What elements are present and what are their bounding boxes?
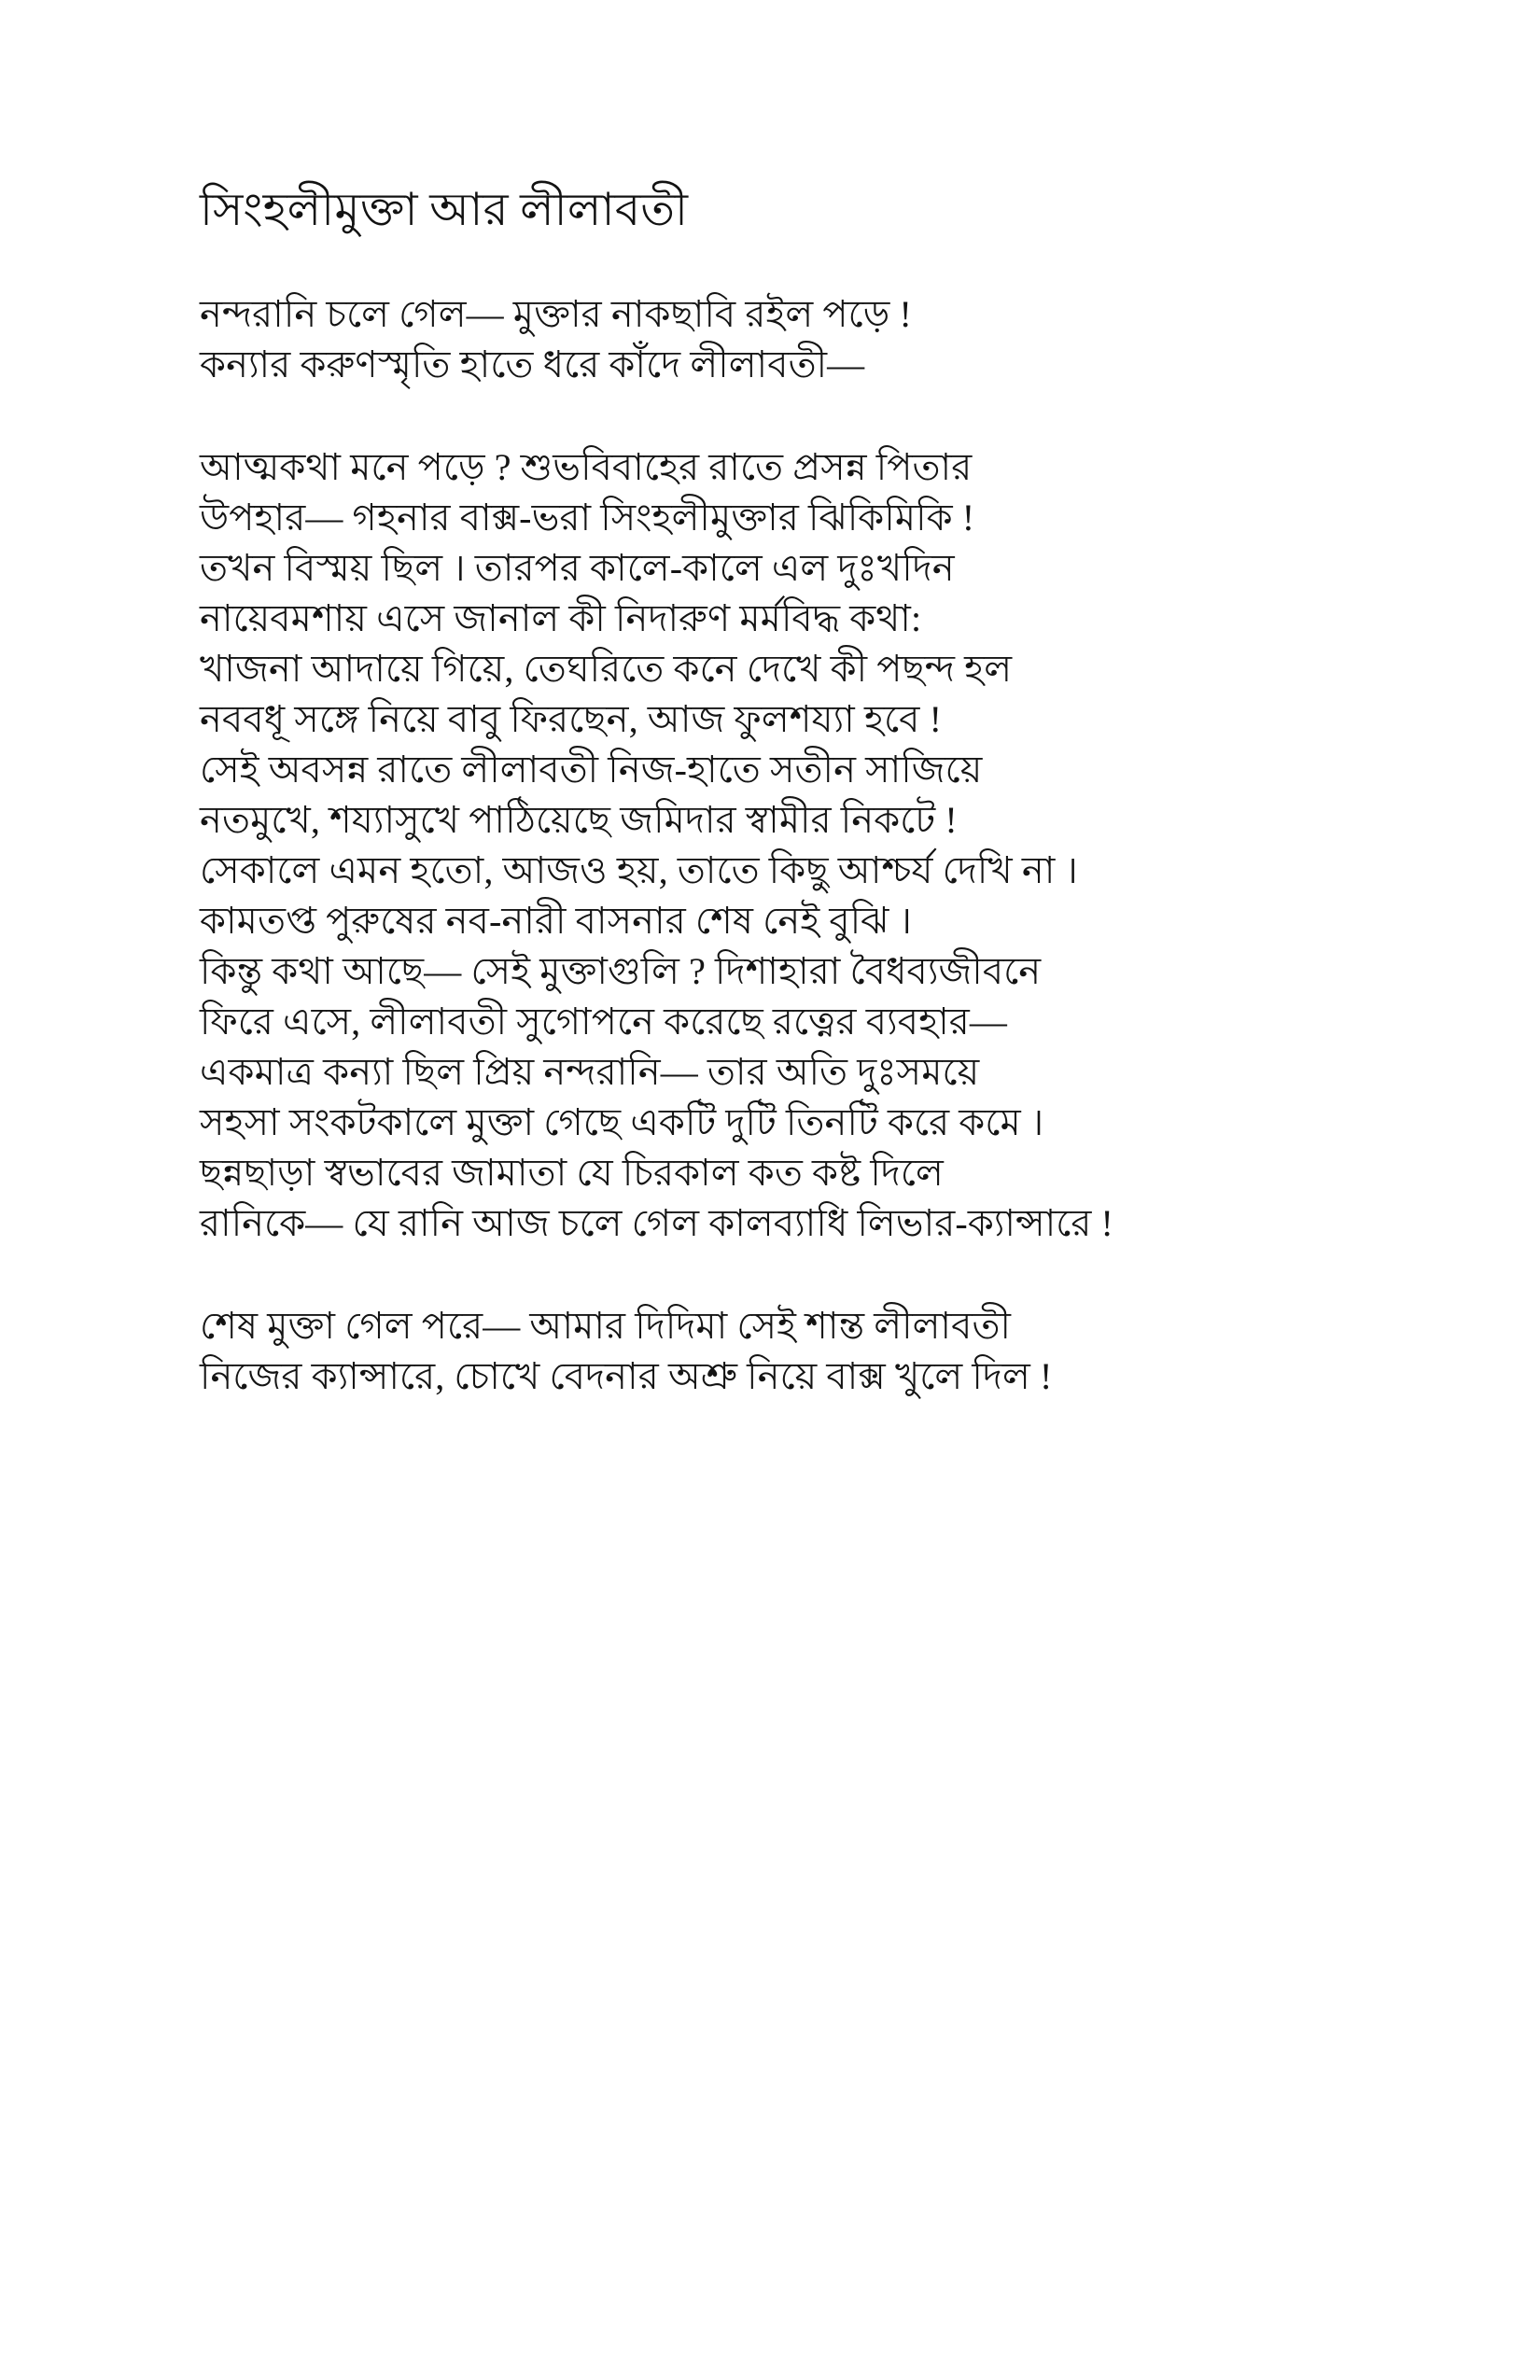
poem-line: সেকালে এমন হতো, আজও হয়, তাতে কিছু আশ্চর্য দেখি না ।	[200, 848, 1078, 891]
poem-line: খাজনা আদায়ে গিয়ে, তেঘরিতে কনে দেখে কী পছন্দ হল	[200, 647, 1013, 690]
poem-line: নন্দরানি চলে গেল— মুক্তার নাকছাবি রইল পড়ে !	[200, 292, 912, 335]
stanza-3	[200, 1301, 1376, 1402]
poem-content	[200, 183, 1376, 1402]
poem-line: ফিরে এসে, লীলাবতী সুগোপনে করেছে রত্নের ব্যবহার—	[200, 1000, 1007, 1043]
poem-line: সহসা সংকটকালে মুক্তা গেছে একটি দুটি তিনটি করে কমে ।	[200, 1100, 1044, 1143]
stanza-1	[200, 289, 1376, 390]
poem-line: নায়েবমশায় এসে জানাল কী নিদারুণ মর্মবিদ্ধ কথা:	[200, 596, 922, 639]
poem-line: আত্মকথা মনে পড়ে ? শুভবিবাহের রাতে প্রসন্ন পিতার	[200, 445, 973, 488]
poem-line: তখন বিস্ময় ছিল । তারপর কালে-কালে এল দুঃখদিন	[200, 546, 955, 589]
poem-line: কন্যার করুণস্মৃতি হাতে ধরে কাঁদে লীলাবতী—	[200, 343, 865, 385]
poem-line: নববধূ সঙ্গে নিয়ে বাবু ফিরছেন, আজ ফুলশয্যা হবে !	[200, 697, 943, 740]
poem-line: কিন্তু কথা আছে— সেই মুক্তাগুলি ? দিশাহারা বৈধব্যজীবনে	[200, 949, 1042, 992]
poem-line: ছন্নছাড়া স্বভাবের জামাতা যে চিরকাল কত কষ্ট দিলে	[200, 1151, 944, 1194]
poem-line: একমাত্র কন্যা ছিল প্রিয় নন্দরানি— তার অতি দুঃসময়ে	[200, 1050, 980, 1093]
page-title: সিংহলীমুক্তা আর লীলাবতী	[200, 184, 689, 235]
stanza-2	[200, 442, 1376, 1249]
poem-line: উপহার— গহনার বাক্স-ভরা সিংহলীমুক্তার ঝিকিমিকি !	[200, 496, 975, 539]
poem-line: কামতপ্ত পুরুষের নব-নারী বাসনার শেষ নেই বুঝি ।	[200, 899, 913, 942]
poem-line: নতমুখে, শয্যাসুখে পাঠিয়েছে জমিদার স্বামীর নিকটে !	[200, 798, 958, 841]
poem-line: নিজের ক্যান্সারে, চোখে বেদনার অশ্রু নিয়ে বাক্স খুলে দিল !	[200, 1354, 1053, 1397]
poem-line: সেই অবসন্ন রাতে লীলাবতী নিজ-হাতে সতীন সাজিয়ে	[200, 748, 983, 791]
poem-line: রানিকে— যে রানি আজ চলে গেল কালব্যাধি লিভার-ক্যান্সারে !	[200, 1201, 1113, 1244]
poem-line: শেষ মুক্তা গেল পরে— আমার দিদিমা সেই শান্ত লীলাবতী	[200, 1304, 1012, 1347]
